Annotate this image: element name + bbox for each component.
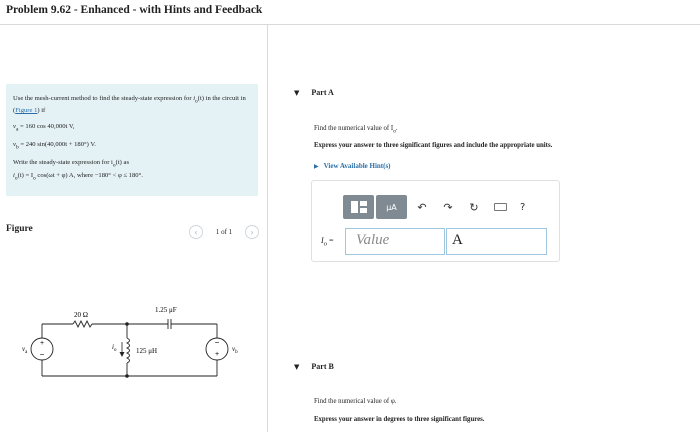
part-b-prompt: Find the numerical value of φ. [314, 398, 397, 405]
problem-request: Write the steady-state expression for $i_o(t)$ as $i_o(t) = I_o$ cos(ωt + φ) A, where −180° < φ ≤ 180°. [13, 159, 143, 181]
view-hints-link[interactable] [314, 162, 391, 170]
answer-toolbar [343, 194, 555, 220]
figure-pager [189, 224, 259, 240]
inductor [127, 338, 130, 363]
resistor-label: 20 Ω [74, 311, 88, 319]
page-title: Problem 9.62 - Enhanced - with Hints and Feedback [6, 4, 263, 16]
inductor-label: 125 μH [136, 347, 158, 355]
vb-equation: $v_b = 240$ sin(40,000t + 180°) V. [13, 141, 96, 151]
collapse-triangle-icon[interactable]: ▼ [294, 88, 300, 97]
value-input[interactable]: Value [345, 228, 445, 255]
units-button[interactable]: μA [376, 195, 407, 219]
keyboard-icon[interactable] [494, 203, 507, 211]
svg-text:+: + [214, 351, 220, 358]
va-label: $v_a$ [22, 345, 28, 355]
figure-page-count: 1 of 1 [215, 228, 233, 236]
svg-text:+: + [39, 340, 45, 347]
problem-intro: Use the mesh-current method to find the steady-state expression for $i_o(t)$ in the circuit in (Figure 1) if [13, 95, 246, 115]
part-a-prompt: Find the numerical value of $I_o$. [314, 125, 398, 135]
collapse-triangle-icon[interactable]: ▼ [294, 362, 300, 371]
part-a-instructions: Express your answer to three significant figures and include the appropriate units. [314, 142, 553, 149]
svg-text:−: − [39, 350, 45, 359]
templates-icon [350, 200, 368, 214]
svg-text:−: − [214, 338, 220, 347]
header-divider [0, 24, 700, 25]
resistor [73, 321, 92, 327]
figure-label: Figure [6, 224, 33, 234]
unit-input[interactable]: A [446, 228, 547, 255]
help-button[interactable]: ? [520, 201, 526, 213]
part-b-header[interactable] [294, 362, 334, 371]
templates-button[interactable] [343, 195, 374, 219]
part-a-header[interactable] [294, 88, 334, 97]
capacitor-label: 1.25 μF [155, 306, 177, 314]
answer-label: $I_o$ = [321, 236, 334, 248]
part-b-instructions: Express your answer in degrees to three significant figures. [314, 416, 485, 423]
vb-label: $v_b$ [232, 345, 238, 355]
figure-link[interactable]: Figure 1 [15, 107, 38, 115]
part-b-title: Part B [311, 362, 334, 371]
va-equation: $v_a = 160$ cos 40,000t V, [13, 122, 75, 133]
io-label: $i_o$ [112, 343, 117, 353]
reset-icon[interactable]: ↻ [469, 200, 479, 214]
redo-icon[interactable]: ↷ [443, 200, 453, 214]
prev-figure-button[interactable]: ‹ [189, 225, 203, 239]
problem-statement [6, 84, 258, 196]
view-hints-label: View Available Hint(s) [323, 162, 391, 170]
expand-triangle-icon: ▶ [314, 162, 319, 170]
next-figure-button[interactable]: › [245, 225, 259, 239]
circuit-diagram [6, 298, 264, 398]
undo-icon[interactable]: ↶ [417, 200, 427, 214]
part-a-title: Part A [311, 88, 334, 97]
column-divider [267, 25, 268, 432]
